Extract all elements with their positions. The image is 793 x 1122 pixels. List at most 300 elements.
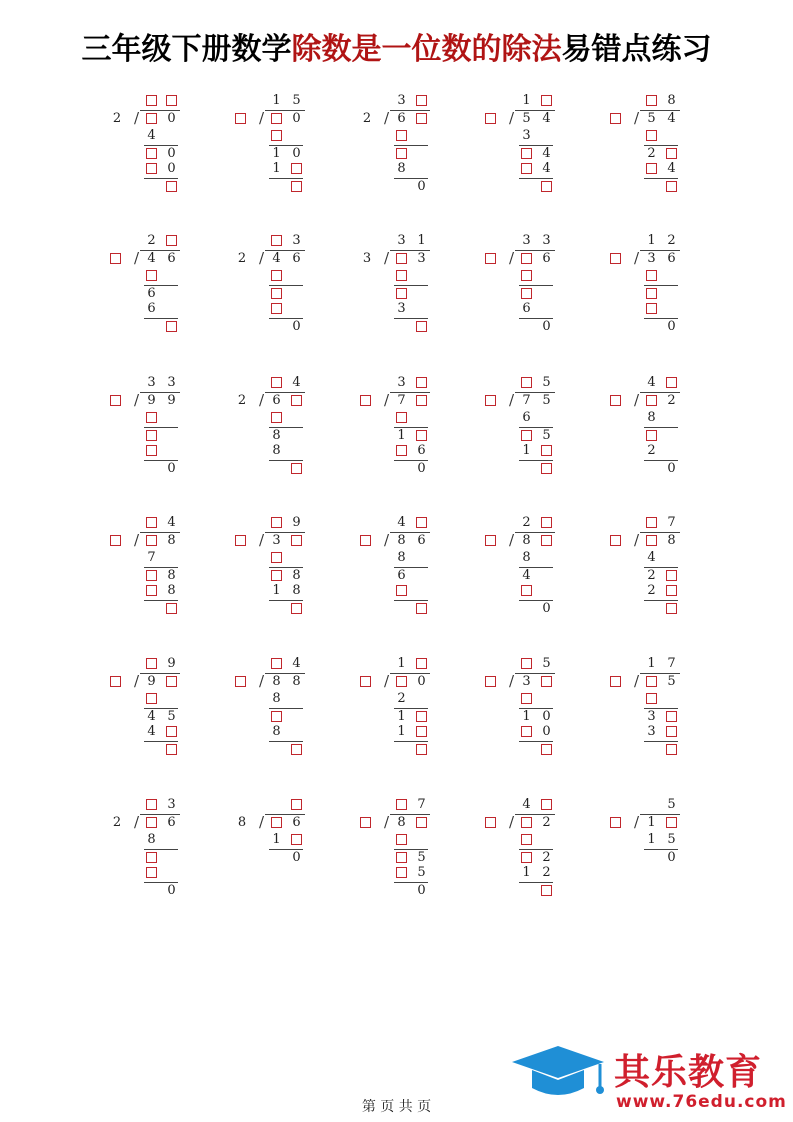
step-line xyxy=(394,285,428,286)
division-problem xyxy=(110,93,220,213)
step-digit: 4 xyxy=(542,145,551,161)
remainder: 0 xyxy=(417,882,426,898)
division-bracket: / xyxy=(134,530,140,549)
blank-box[interactable] xyxy=(271,113,282,124)
step-digit: 8 xyxy=(292,567,301,583)
blank-box[interactable] xyxy=(291,463,302,474)
division-problem xyxy=(610,797,720,917)
step-digit: 8 xyxy=(167,583,176,598)
division-problem xyxy=(235,233,345,353)
blank-box[interactable] xyxy=(646,288,657,299)
step-line xyxy=(394,318,428,319)
division-problem xyxy=(360,656,470,776)
step-line xyxy=(144,178,178,179)
blank-box[interactable] xyxy=(271,552,282,563)
blank-box[interactable] xyxy=(360,395,371,406)
blank-box[interactable] xyxy=(396,270,407,281)
quotient-digit: 3 xyxy=(167,375,176,390)
quotient-digit: 3 xyxy=(292,233,301,248)
dividend-digit: 6 xyxy=(272,392,281,408)
dividend-digit: 8 xyxy=(397,814,406,830)
blank-box[interactable] xyxy=(521,585,532,596)
blank-box[interactable] xyxy=(110,535,121,546)
blank-box[interactable] xyxy=(416,817,427,828)
blank-box[interactable] xyxy=(646,430,657,441)
blank-box[interactable] xyxy=(541,676,552,687)
blank-box[interactable] xyxy=(666,585,677,596)
division-problem xyxy=(485,233,595,353)
step-digit: 4 xyxy=(522,567,531,583)
blank-box[interactable] xyxy=(360,535,371,546)
quotient-digit: 7 xyxy=(417,797,426,812)
step-digit: 5 xyxy=(417,849,426,865)
blank-box[interactable] xyxy=(291,163,302,174)
remainder: 0 xyxy=(167,460,176,476)
step-line xyxy=(269,708,303,709)
blank-box[interactable] xyxy=(146,430,157,441)
step-digit: 4 xyxy=(647,550,656,565)
title-part-1: 三年级下册数学 xyxy=(81,32,292,67)
dividend-digit: 5 xyxy=(522,110,531,126)
blank-box[interactable] xyxy=(166,321,177,332)
blank-box[interactable] xyxy=(521,658,532,669)
blank-box[interactable] xyxy=(541,799,552,810)
division-bracket: / xyxy=(634,530,640,549)
blank-box[interactable] xyxy=(666,603,677,614)
blank-box[interactable] xyxy=(396,288,407,299)
divisor: 2 xyxy=(237,250,247,266)
blank-box[interactable] xyxy=(416,321,427,332)
blank-box[interactable] xyxy=(416,603,427,614)
blank-box[interactable] xyxy=(666,817,677,828)
blank-box[interactable] xyxy=(646,130,657,141)
dividend-digit: 4 xyxy=(667,110,676,126)
blank-box[interactable] xyxy=(521,163,532,174)
quotient-digit: 9 xyxy=(167,656,176,671)
division-bracket: / xyxy=(259,530,265,549)
blank-box[interactable] xyxy=(485,253,496,264)
blank-box[interactable] xyxy=(235,113,246,124)
blank-box[interactable] xyxy=(416,395,427,406)
step-digit: 4 xyxy=(542,161,551,176)
blank-box[interactable] xyxy=(271,517,282,528)
blank-box[interactable] xyxy=(416,744,427,755)
blank-box[interactable] xyxy=(610,113,621,124)
quotient-digit: 5 xyxy=(292,93,301,108)
blank-box[interactable] xyxy=(271,130,282,141)
blank-box[interactable] xyxy=(416,726,427,737)
blank-box[interactable] xyxy=(291,834,302,845)
blank-box[interactable] xyxy=(646,163,657,174)
blank-box[interactable] xyxy=(485,817,496,828)
blank-box[interactable] xyxy=(291,535,302,546)
step-digit: 1 xyxy=(397,724,406,739)
dividend-digit: 4 xyxy=(542,110,551,126)
division-bracket: / xyxy=(259,390,265,409)
blank-box[interactable] xyxy=(271,377,282,388)
blank-box[interactable] xyxy=(110,253,121,264)
blank-box[interactable] xyxy=(666,711,677,722)
division-bracket: / xyxy=(384,108,390,127)
division-bracket: / xyxy=(509,812,515,831)
dividend-digit: 7 xyxy=(397,392,406,408)
dividend-digit: 6 xyxy=(167,814,176,830)
dividend-digit: 2 xyxy=(542,814,551,830)
step-line xyxy=(519,285,553,286)
blank-box[interactable] xyxy=(396,130,407,141)
step-line xyxy=(644,285,678,286)
division-bracket: / xyxy=(134,671,140,690)
quotient-digit: 7 xyxy=(667,656,676,671)
blank-box[interactable] xyxy=(146,517,157,528)
step-digit: 8 xyxy=(147,832,156,847)
blank-box[interactable] xyxy=(271,412,282,423)
blank-box[interactable] xyxy=(416,377,427,388)
blank-box[interactable] xyxy=(610,535,621,546)
blank-box[interactable] xyxy=(416,517,427,528)
blank-box[interactable] xyxy=(646,535,657,546)
blank-box[interactable] xyxy=(146,693,157,704)
step-line xyxy=(269,285,303,286)
blank-box[interactable] xyxy=(485,535,496,546)
step-line xyxy=(644,741,678,742)
blank-box[interactable] xyxy=(110,676,121,687)
quotient-digit: 3 xyxy=(397,375,406,390)
step-digit: 6 xyxy=(522,410,531,425)
dividend-digit: 4 xyxy=(147,250,156,266)
dividend-digit: 0 xyxy=(167,110,176,126)
blank-box[interactable] xyxy=(610,395,621,406)
blank-box[interactable] xyxy=(271,817,282,828)
dividend-digit: 9 xyxy=(167,392,176,408)
blank-box[interactable] xyxy=(271,711,282,722)
blank-box[interactable] xyxy=(146,570,157,581)
blank-box[interactable] xyxy=(610,253,621,264)
blank-box[interactable] xyxy=(646,270,657,281)
step-digit: 1 xyxy=(522,865,531,880)
step-line xyxy=(519,882,553,883)
blank-box[interactable] xyxy=(146,535,157,546)
blank-box[interactable] xyxy=(146,817,157,828)
division-problem xyxy=(610,656,720,776)
division-bracket: / xyxy=(134,248,140,267)
blank-box[interactable] xyxy=(271,570,282,581)
blank-box[interactable] xyxy=(666,377,677,388)
division-problem xyxy=(485,797,595,917)
blank-box[interactable] xyxy=(360,676,371,687)
blank-box[interactable] xyxy=(166,181,177,192)
division-problem xyxy=(485,375,595,495)
blank-box[interactable] xyxy=(416,95,427,106)
blank-box[interactable] xyxy=(146,852,157,863)
dividend-digit: 8 xyxy=(167,532,176,548)
blank-box[interactable] xyxy=(646,693,657,704)
step-digit: 6 xyxy=(522,301,531,316)
quotient-digit: 7 xyxy=(667,515,676,530)
blank-box[interactable] xyxy=(396,799,407,810)
blank-box[interactable] xyxy=(646,95,657,106)
blank-box[interactable] xyxy=(521,817,532,828)
dividend-digit: 6 xyxy=(417,532,426,548)
blank-box[interactable] xyxy=(666,744,677,755)
step-digit: 3 xyxy=(647,708,656,724)
step-digit: 2 xyxy=(542,849,551,865)
quotient-digit: 2 xyxy=(522,515,531,530)
blank-box[interactable] xyxy=(666,181,677,192)
dividend-digit: 3 xyxy=(417,250,426,266)
division-problem xyxy=(610,93,720,213)
division-bracket: / xyxy=(259,812,265,831)
divisor: 2 xyxy=(112,814,122,830)
division-problem xyxy=(610,515,720,635)
blank-box[interactable] xyxy=(146,148,157,159)
quotient-digit: 3 xyxy=(147,375,156,390)
blank-box[interactable] xyxy=(166,603,177,614)
blank-box[interactable] xyxy=(271,658,282,669)
division-problem xyxy=(110,233,220,353)
blank-box[interactable] xyxy=(521,253,532,264)
division-bracket: / xyxy=(509,390,515,409)
step-line xyxy=(269,741,303,742)
quotient-digit: 3 xyxy=(397,233,406,248)
blank-box[interactable] xyxy=(416,430,427,441)
step-digit: 8 xyxy=(272,427,281,443)
remainder: 0 xyxy=(542,600,551,616)
step-digit: 2 xyxy=(542,865,551,880)
step-digit: 1 xyxy=(522,708,531,724)
quotient-digit: 5 xyxy=(667,797,676,812)
division-problem xyxy=(235,515,345,635)
remainder: 0 xyxy=(167,882,176,898)
step-digit: 1 xyxy=(397,708,406,724)
quotient-digit: 4 xyxy=(292,375,301,390)
quotient-digit: 1 xyxy=(522,93,531,108)
blank-box[interactable] xyxy=(610,676,621,687)
division-problem xyxy=(360,797,470,917)
step-digit: 2 xyxy=(647,443,656,458)
quotient-digit: 8 xyxy=(667,93,676,108)
blank-box[interactable] xyxy=(166,726,177,737)
blank-box[interactable] xyxy=(541,181,552,192)
blank-box[interactable] xyxy=(166,744,177,755)
step-digit: 2 xyxy=(647,145,656,161)
blank-box[interactable] xyxy=(485,113,496,124)
blank-box[interactable] xyxy=(521,270,532,281)
dividend-digit: 6 xyxy=(292,250,301,266)
blank-box[interactable] xyxy=(541,744,552,755)
blank-box[interactable] xyxy=(146,95,157,106)
step-digit: 8 xyxy=(647,410,656,425)
dividend-digit: 3 xyxy=(272,532,281,548)
blank-box[interactable] xyxy=(146,445,157,456)
division-bracket: / xyxy=(509,530,515,549)
division-bracket: / xyxy=(634,390,640,409)
quotient-digit: 1 xyxy=(397,656,406,671)
blank-box[interactable] xyxy=(541,95,552,106)
step-digit: 0 xyxy=(542,724,551,739)
quotient-digit: 1 xyxy=(647,656,656,671)
dividend-digit: 2 xyxy=(667,392,676,408)
division-bracket: / xyxy=(259,108,265,127)
dividend-digit: 6 xyxy=(167,250,176,266)
division-bracket: / xyxy=(384,248,390,267)
blank-box[interactable] xyxy=(485,395,496,406)
blank-box[interactable] xyxy=(416,658,427,669)
division-problem xyxy=(235,656,345,776)
dividend-digit: 6 xyxy=(397,110,406,126)
division-bracket: / xyxy=(384,530,390,549)
blank-box[interactable] xyxy=(396,148,407,159)
remainder: 0 xyxy=(292,849,301,865)
blank-box[interactable] xyxy=(666,570,677,581)
blank-box[interactable] xyxy=(541,445,552,456)
dividend-digit: 9 xyxy=(147,392,156,408)
divisor: 2 xyxy=(362,110,372,126)
quotient-digit: 9 xyxy=(292,515,301,530)
blank-box[interactable] xyxy=(166,676,177,687)
blank-box[interactable] xyxy=(521,430,532,441)
blank-box[interactable] xyxy=(166,235,177,246)
blank-box[interactable] xyxy=(646,517,657,528)
step-digit: 3 xyxy=(522,128,531,143)
step-digit: 8 xyxy=(397,550,406,565)
blank-box[interactable] xyxy=(166,95,177,106)
step-digit: 4 xyxy=(147,708,156,724)
quotient-digit: 3 xyxy=(167,797,176,812)
blank-box[interactable] xyxy=(146,658,157,669)
step-line xyxy=(519,178,553,179)
blank-box[interactable] xyxy=(146,412,157,423)
remainder: 0 xyxy=(667,318,676,334)
blank-box[interactable] xyxy=(396,253,407,264)
blank-box[interactable] xyxy=(521,288,532,299)
blank-box[interactable] xyxy=(521,834,532,845)
quotient-digit: 1 xyxy=(417,233,426,248)
blank-box[interactable] xyxy=(396,445,407,456)
blank-box[interactable] xyxy=(271,270,282,281)
blank-box[interactable] xyxy=(610,817,621,828)
division-bracket: / xyxy=(509,108,515,127)
dividend-digit: 6 xyxy=(292,814,301,830)
division-bracket: / xyxy=(134,108,140,127)
step-digit: 3 xyxy=(397,301,406,316)
division-problem xyxy=(235,797,345,917)
blank-box[interactable] xyxy=(521,148,532,159)
blank-box[interactable] xyxy=(291,744,302,755)
step-digit: 6 xyxy=(397,567,406,583)
blank-box[interactable] xyxy=(146,867,157,878)
blank-box[interactable] xyxy=(291,603,302,614)
step-line xyxy=(144,427,178,428)
step-digit: 5 xyxy=(667,832,676,847)
step-digit: 5 xyxy=(417,865,426,880)
step-line xyxy=(394,741,428,742)
blank-box[interactable] xyxy=(521,852,532,863)
step-digit: 5 xyxy=(542,427,551,443)
blank-box[interactable] xyxy=(271,235,282,246)
step-line xyxy=(394,600,428,601)
step-digit: 4 xyxy=(667,161,676,176)
blank-box[interactable] xyxy=(396,412,407,423)
blank-box[interactable] xyxy=(541,885,552,896)
division-bracket: / xyxy=(634,812,640,831)
step-digit: 2 xyxy=(647,567,656,583)
blank-box[interactable] xyxy=(396,676,407,687)
division-bracket: / xyxy=(259,671,265,690)
quotient-digit: 3 xyxy=(522,233,531,248)
blank-box[interactable] xyxy=(291,799,302,810)
blank-box[interactable] xyxy=(396,834,407,845)
blank-box[interactable] xyxy=(485,676,496,687)
blank-box[interactable] xyxy=(146,270,157,281)
blank-box[interactable] xyxy=(235,676,246,687)
blank-box[interactable] xyxy=(146,163,157,174)
blank-box[interactable] xyxy=(666,148,677,159)
step-line xyxy=(519,741,553,742)
quotient-digit: 5 xyxy=(542,375,551,390)
blank-box[interactable] xyxy=(666,726,677,737)
blank-box[interactable] xyxy=(235,535,246,546)
step-line xyxy=(269,600,303,601)
division-bracket: / xyxy=(134,812,140,831)
divisor: 2 xyxy=(237,392,247,408)
blank-box[interactable] xyxy=(646,676,657,687)
division-bracket: / xyxy=(509,248,515,267)
blank-box[interactable] xyxy=(541,463,552,474)
blank-box[interactable] xyxy=(271,303,282,314)
quotient-digit: 1 xyxy=(647,233,656,248)
dividend-digit: 8 xyxy=(667,532,676,548)
blank-box[interactable] xyxy=(416,113,427,124)
division-problem xyxy=(110,797,220,917)
blank-box[interactable] xyxy=(396,585,407,596)
page-footer: 第 页 共 页 xyxy=(361,1099,432,1115)
blank-box[interactable] xyxy=(396,852,407,863)
step-line xyxy=(644,600,678,601)
division-problem xyxy=(360,233,470,353)
blank-box[interactable] xyxy=(521,377,532,388)
blank-box[interactable] xyxy=(146,585,157,596)
blank-box[interactable] xyxy=(291,181,302,192)
division-bracket: / xyxy=(384,812,390,831)
blank-box[interactable] xyxy=(146,113,157,124)
blank-box[interactable] xyxy=(146,799,157,810)
blank-box[interactable] xyxy=(360,817,371,828)
dividend-digit: 9 xyxy=(147,673,156,689)
blank-box[interactable] xyxy=(646,395,657,406)
blank-box[interactable] xyxy=(271,288,282,299)
brand-name: 其乐教育 xyxy=(614,1052,763,1093)
blank-box[interactable] xyxy=(291,395,302,406)
blank-box[interactable] xyxy=(521,693,532,704)
step-line xyxy=(269,178,303,179)
blank-box[interactable] xyxy=(521,726,532,737)
step-digit: 2 xyxy=(397,691,406,706)
blank-box[interactable] xyxy=(416,711,427,722)
blank-box[interactable] xyxy=(110,395,121,406)
step-digit: 4 xyxy=(147,724,156,739)
step-digit: 6 xyxy=(147,301,156,316)
dividend-digit: 8 xyxy=(397,532,406,548)
blank-box[interactable] xyxy=(646,303,657,314)
quotient-digit: 2 xyxy=(147,233,156,248)
blank-box[interactable] xyxy=(396,867,407,878)
blank-box[interactable] xyxy=(541,517,552,528)
step-digit: 6 xyxy=(417,443,426,458)
division-problem xyxy=(360,375,470,495)
division-bracket: / xyxy=(634,248,640,267)
blank-box[interactable] xyxy=(541,535,552,546)
